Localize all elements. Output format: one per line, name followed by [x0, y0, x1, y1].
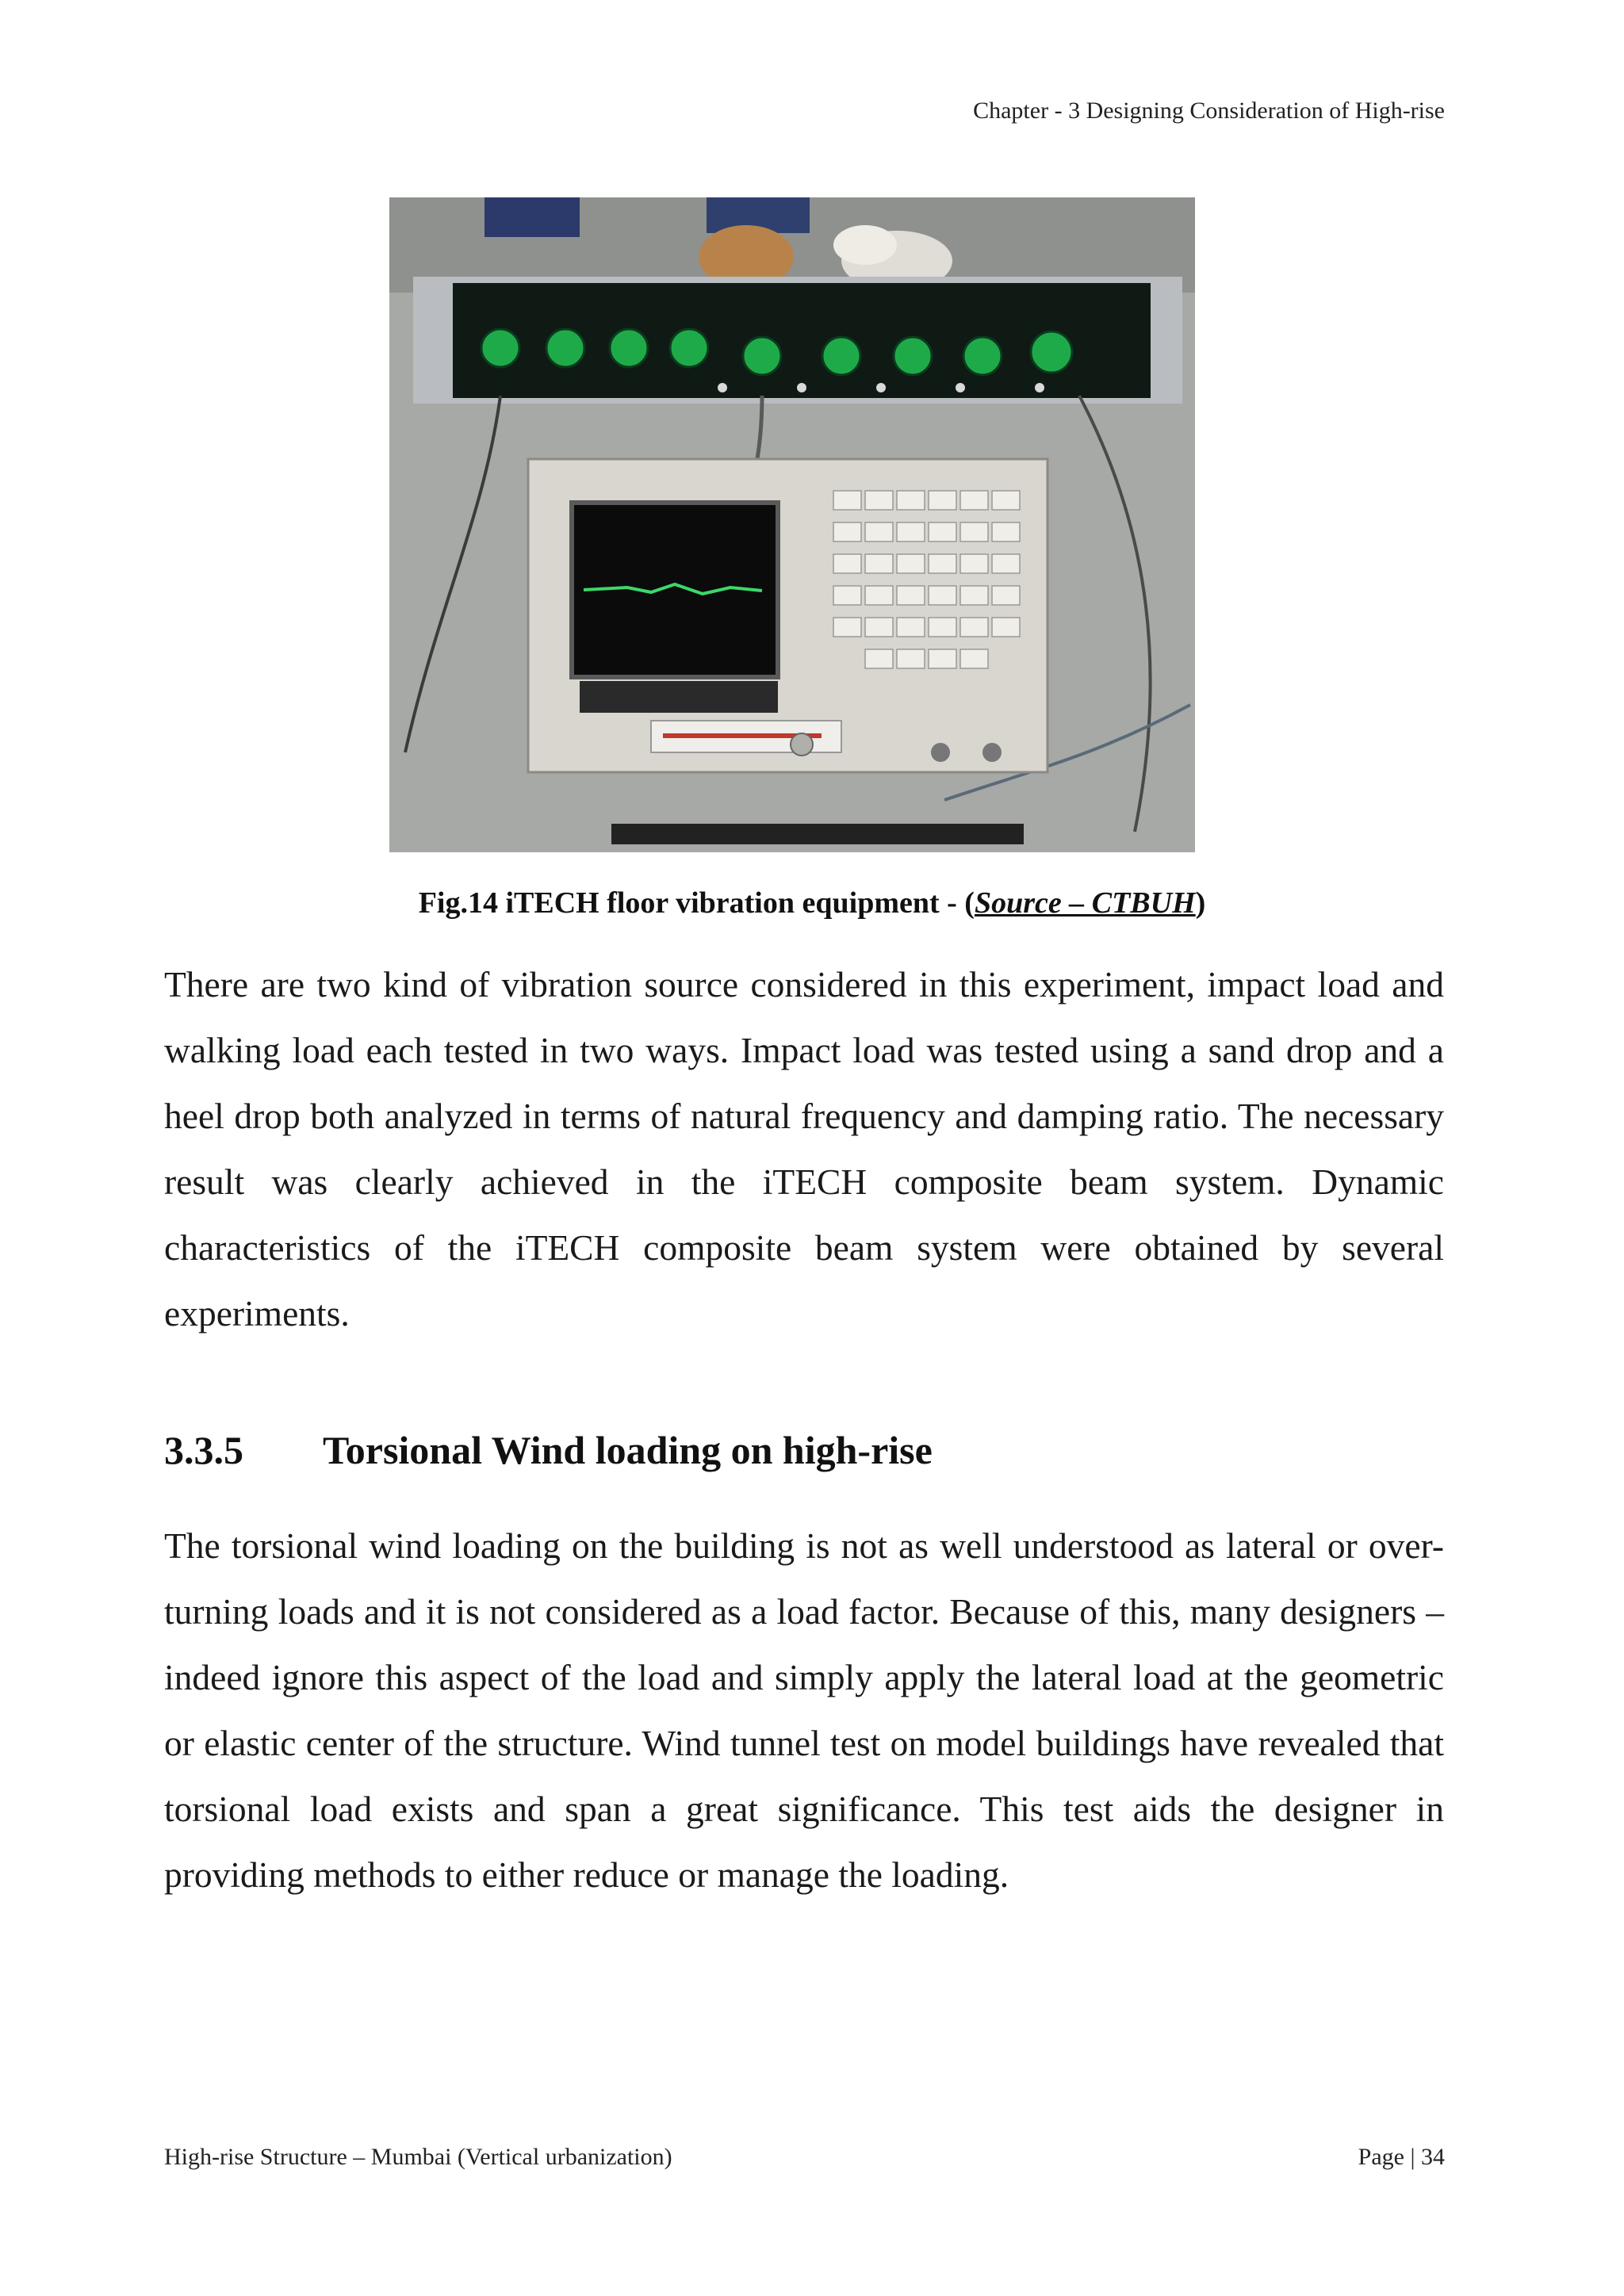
vibration-equipment-photo: [389, 197, 1195, 852]
caption-text: Fig.14 iTECH floor vibration equipment - (: [418, 886, 975, 920]
page-number: Page | 34: [1358, 2144, 1445, 2170]
caption-source: Source – CTBUH: [974, 886, 1196, 920]
caption-end: ): [1195, 886, 1206, 920]
section-heading: [164, 1427, 933, 1473]
page-header: Chapter - 3 Designing Consideration of High-rise: [973, 98, 1445, 124]
paragraph-vibration: There are two kind of vibration source considered in this experiment, impact load and walking load each tested in two ways. Impact load was tested using a sand drop and a heel drop both analyzed in terms of natural frequency and damping ratio. The necessary result was clearly achieved in the iTECH composite beam system. Dynamic characteristics of the iTECH composite beam system were obtained by several experiments.: [164, 964, 1444, 1334]
equipment-illustration: [389, 197, 1195, 852]
figure-caption: [0, 886, 1624, 920]
section-title: Torsional Wind loading on high-rise: [323, 1428, 933, 1472]
section-number: 3.3.5: [164, 1428, 243, 1472]
footer-title: High-rise Structure – Mumbai (Vertical urbanization): [164, 2144, 672, 2170]
paragraph-torsional: The torsional wind loading on the building is not as well understood as lateral or over-turning loads and it is not considered as a load factor. Because of this, many designers – indeed ignore this aspect of the load and simply apply the lateral load at the geometric or elastic center of the structure. Wind tunnel test on model buildings have revealed that torsional load exists and span a great significance. This test aids the designer in providing methods to either reduce or manage the loading.: [164, 1525, 1444, 1895]
